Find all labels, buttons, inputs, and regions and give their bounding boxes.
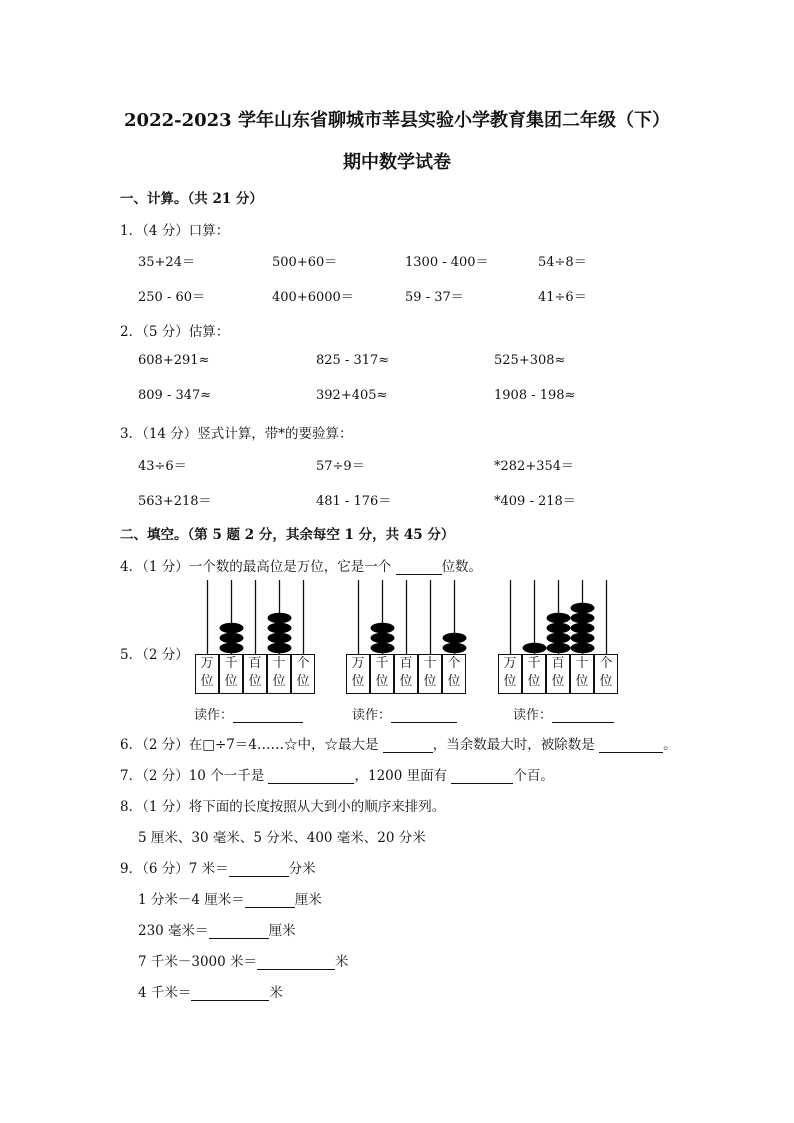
place-name: 百 — [399, 656, 413, 671]
answer-blank[interactable] — [391, 708, 457, 723]
place-name: 千 — [375, 656, 389, 671]
exam-title-line1: 2022-2023 学年山东省聊城市莘县实验小学教育集团二年级（下） — [124, 110, 670, 131]
abacus-bead — [268, 613, 292, 624]
abacus-bead — [571, 643, 595, 654]
q1-item: 500+60＝ — [272, 255, 338, 270]
place-suffix: 位 — [296, 674, 310, 689]
place-suffix: 位 — [503, 674, 517, 689]
place-suffix: 位 — [248, 674, 262, 689]
answer-blank[interactable] — [191, 986, 269, 1001]
q9-text: 厘米 — [294, 892, 322, 908]
answer-blank[interactable] — [233, 708, 303, 723]
q9-text: 1 分米－4 厘米＝ — [138, 892, 245, 908]
section-2-heading: 二、填空。（第 5 题 2 分，其余每空 1 分，共 45 分） — [120, 527, 455, 543]
q1-item: 54÷8＝ — [538, 255, 587, 270]
abacus-bead — [371, 633, 395, 644]
q9-text: 7 千米－3000 米＝ — [138, 954, 258, 970]
place-name: 个 — [447, 656, 461, 671]
section-1-heading: 一、计算。（共 21 分） — [120, 191, 263, 207]
abacus-bead — [220, 643, 244, 654]
abacus-bead — [220, 623, 244, 634]
place-value-cell — [394, 654, 418, 694]
q9-text: 4 千米＝ — [138, 985, 192, 1001]
answer-blank[interactable] — [268, 769, 354, 784]
q3-item: 57÷9＝ — [316, 459, 365, 474]
q4-text-after: 位数。 — [441, 559, 483, 575]
abacus-bead — [571, 603, 595, 614]
abacus-3-reading — [513, 704, 614, 723]
read-label: 读作： — [352, 708, 392, 723]
place-name: 千 — [224, 656, 238, 671]
q1-item: 35+24＝ — [138, 255, 195, 270]
place-name: 十 — [272, 656, 286, 671]
place-name: 个 — [296, 656, 310, 671]
place-suffix: 位 — [551, 674, 565, 689]
read-label: 读作： — [513, 708, 553, 723]
question-9 — [120, 857, 316, 877]
q9-text: 厘米 — [268, 923, 296, 939]
place-name: 万 — [503, 656, 517, 671]
abacus-bead — [443, 643, 467, 654]
q9-line — [138, 919, 296, 939]
question-3-label: 3．（14 分）竖式计算，带*的要验算： — [120, 426, 353, 442]
place-suffix: 位 — [224, 674, 238, 689]
q7-text: ，1200 里面有 — [354, 768, 452, 784]
abacus-bead — [371, 623, 395, 634]
q9-text: 9．（6 分）7 米＝ — [120, 861, 229, 877]
place-value-cell — [346, 654, 370, 694]
q9-line — [138, 981, 283, 1001]
abacus-bead — [371, 643, 395, 654]
q9-line — [138, 888, 322, 908]
q6-text: 。 — [663, 737, 677, 753]
place-value-cell — [418, 654, 442, 694]
abacus-bead — [547, 643, 571, 654]
place-value-cell — [195, 654, 219, 694]
abacus-bead — [547, 613, 571, 624]
abacus-bead — [268, 633, 292, 644]
question-7 — [120, 764, 554, 784]
place-value-cell — [442, 654, 466, 694]
place-suffix: 位 — [399, 674, 413, 689]
answer-blank[interactable] — [245, 893, 295, 908]
answer-blank[interactable] — [396, 560, 442, 575]
q1-item: 250 - 60＝ — [138, 290, 206, 305]
answer-blank[interactable] — [229, 862, 289, 877]
place-suffix: 位 — [423, 674, 437, 689]
place-suffix: 位 — [351, 674, 365, 689]
place-value-cell — [267, 654, 291, 694]
answer-blank[interactable] — [552, 708, 614, 723]
place-value-cell — [243, 654, 267, 694]
q6-text: ，当余数最大时，被除数是 — [432, 737, 600, 753]
q2-item: 608+291≈ — [138, 353, 210, 368]
place-value-cell — [498, 654, 522, 694]
q1-item: 41÷6＝ — [538, 290, 587, 305]
q2-item: 392+405≈ — [316, 388, 388, 403]
answer-blank[interactable] — [599, 738, 663, 753]
answer-blank[interactable] — [209, 924, 269, 939]
q3-item: *409 - 218＝ — [494, 494, 576, 509]
q2-item: 809 - 347≈ — [138, 388, 212, 403]
place-suffix: 位 — [447, 674, 461, 689]
place-name: 千 — [527, 656, 541, 671]
answer-blank[interactable] — [383, 738, 433, 753]
abacus-bead — [571, 623, 595, 634]
q2-item: 525+308≈ — [494, 353, 566, 368]
q9-text: 米 — [269, 985, 283, 1001]
place-value-cell — [594, 654, 618, 694]
place-value-cell — [219, 654, 243, 694]
place-name: 百 — [248, 656, 262, 671]
abacus-bead — [547, 633, 571, 644]
q1-item: 59 - 37＝ — [405, 290, 464, 305]
abacus-bead — [268, 623, 292, 634]
question-1-label: 1．（4 分）口算： — [120, 223, 230, 239]
q1-item: 1300 - 400＝ — [405, 255, 489, 270]
q9-text: 分米 — [288, 861, 316, 877]
place-name: 万 — [351, 656, 365, 671]
q3-item: *282+354＝ — [494, 459, 575, 474]
q2-item: 1908 - 198≈ — [494, 388, 576, 403]
place-value-cell — [546, 654, 570, 694]
q7-text: 7．（2 分）10 个一千是 — [120, 768, 269, 784]
abacus-bead — [443, 633, 467, 644]
q4-text: 4．（1 分）一个数的最高位是万位，它是一个 — [120, 559, 396, 575]
q9-line — [138, 950, 349, 970]
question-6 — [120, 733, 677, 753]
place-suffix: 位 — [200, 674, 214, 689]
place-name: 百 — [551, 656, 565, 671]
q1-item: 400+6000＝ — [272, 290, 354, 305]
abacus-bead — [220, 633, 244, 644]
place-name: 个 — [599, 656, 613, 671]
abacus-bead — [571, 633, 595, 644]
question-8-label: 8．（1 分）将下面的长度按照从大到小的顺序来排列。 — [120, 799, 446, 815]
abacus-bead — [268, 643, 292, 654]
place-suffix: 位 — [527, 674, 541, 689]
answer-blank[interactable] — [257, 955, 335, 970]
abacus-2-reading — [352, 704, 457, 723]
question-5-label: 5．（2 分） — [120, 647, 189, 663]
q7-text: 个百。 — [513, 768, 554, 784]
place-value-cell — [522, 654, 546, 694]
question-2-label: 2．（5 分）估算： — [120, 324, 230, 340]
place-suffix: 位 — [575, 674, 589, 689]
abacus-1-reading — [194, 704, 303, 723]
answer-blank[interactable] — [451, 769, 513, 784]
abacus-bead — [571, 613, 595, 624]
place-suffix: 位 — [375, 674, 389, 689]
place-name: 十 — [423, 656, 437, 671]
q9-text: 230 毫米＝ — [138, 923, 209, 939]
q3-item: 481 - 176＝ — [316, 494, 392, 509]
abacus-bead — [547, 623, 571, 634]
question-4 — [120, 555, 482, 575]
place-value-cell — [370, 654, 394, 694]
q3-item: 43÷6＝ — [138, 459, 187, 474]
q2-item: 825 - 317≈ — [316, 353, 390, 368]
place-suffix: 位 — [272, 674, 286, 689]
q6-text: 6．（2 分）在□÷7＝4……☆中，☆最大是 — [120, 737, 383, 753]
place-name: 十 — [575, 656, 589, 671]
q9-text: 米 — [335, 954, 349, 970]
abacus-bead — [523, 643, 547, 654]
place-value-cell — [291, 654, 315, 694]
exam-title-line2: 期中数学试卷 — [343, 152, 451, 173]
place-suffix: 位 — [599, 674, 613, 689]
place-name: 万 — [200, 656, 214, 671]
read-label: 读作： — [194, 708, 234, 723]
q3-item: 563+218＝ — [138, 494, 212, 509]
q8-lengths: 5 厘米、30 毫米、5 分米、400 毫米、20 分米 — [138, 830, 426, 846]
place-value-cell — [570, 654, 594, 694]
